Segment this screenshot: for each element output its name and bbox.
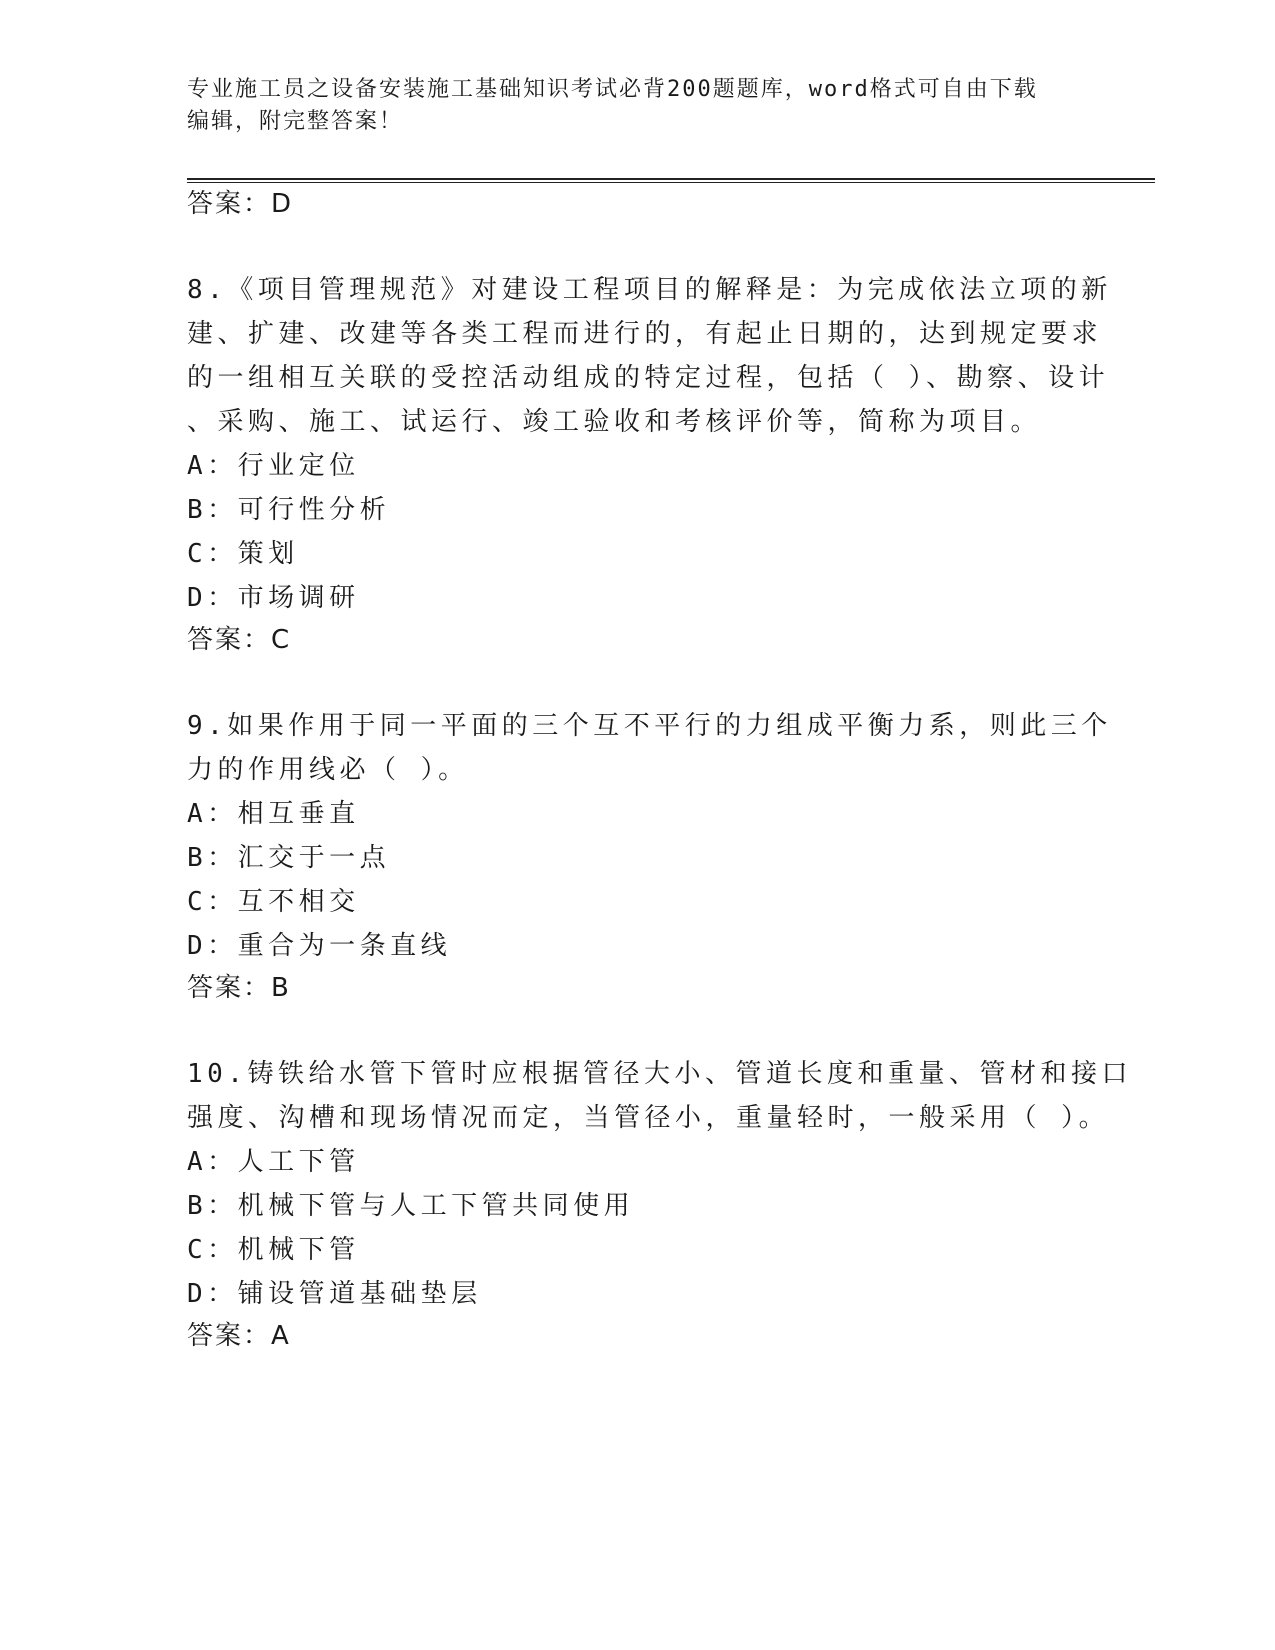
question-10-option-b: B：机械下管与人工下管共同使用 — [187, 1191, 635, 1221]
question-9-option-a: A：相互垂直 — [187, 799, 360, 829]
question-8-line-4: 、采购、施工、试运行、竣工验收和考核评价等，简称为项目。 — [187, 407, 1042, 437]
question-10-line-1: 10.铸铁给水管下管时应根据管径大小、管道长度和重量、管材和接口 — [187, 1059, 1132, 1089]
question-9-line-1: 9.如果作用于同一平面的三个互不平行的力组成平衡力系，则此三个 — [187, 711, 1112, 741]
question-8-option-c: C：策划 — [187, 539, 299, 569]
question-9-option-c: C：互不相交 — [187, 887, 360, 917]
question-10-option-d: D：铺设管道基础垫层 — [187, 1279, 482, 1309]
document-header — [187, 74, 1067, 138]
question-10-option-a: A：人工下管 — [187, 1147, 360, 1177]
header-line-1: 专业施工员之设备安装施工基础知识考试必背200题题库，word格式可自由下载 — [187, 77, 1038, 102]
question-8-line-1: 8.《项目管理规范》对建设工程项目的解释是：为完成依法立项的新 — [187, 275, 1112, 305]
answer-previous: 答案：D — [187, 189, 294, 219]
header-divider — [187, 178, 1155, 183]
question-9-line-2: 力的作用线必（ ）。 — [187, 755, 469, 785]
question-8-line-2: 建、扩建、改建等各类工程而进行的，有起止日期的，达到规定要求 — [187, 319, 1103, 349]
question-10-line-2: 强度、沟槽和现场情况而定，当管径小，重量轻时，一般采用（ ）。 — [187, 1103, 1110, 1133]
question-8-option-a: A：行业定位 — [187, 451, 360, 481]
question-8-answer: 答案：C — [187, 625, 292, 655]
question-10-answer: 答案：A — [187, 1321, 291, 1351]
question-9-option-b: B：汇交于一点 — [187, 843, 391, 873]
question-8-option-d: D：市场调研 — [187, 583, 360, 613]
question-9-option-d: D：重合为一条直线 — [187, 931, 452, 961]
header-line-2: 编辑，附完整答案！ — [187, 109, 404, 134]
question-8-line-3: 的一组相互关联的受控活动组成的特定过程，包括（ ）、勘察、设计 — [187, 363, 1110, 393]
question-8-option-b: B：可行性分析 — [187, 495, 391, 525]
question-10-option-c: C：机械下管 — [187, 1235, 360, 1265]
question-9-answer: 答案：B — [187, 973, 291, 1003]
